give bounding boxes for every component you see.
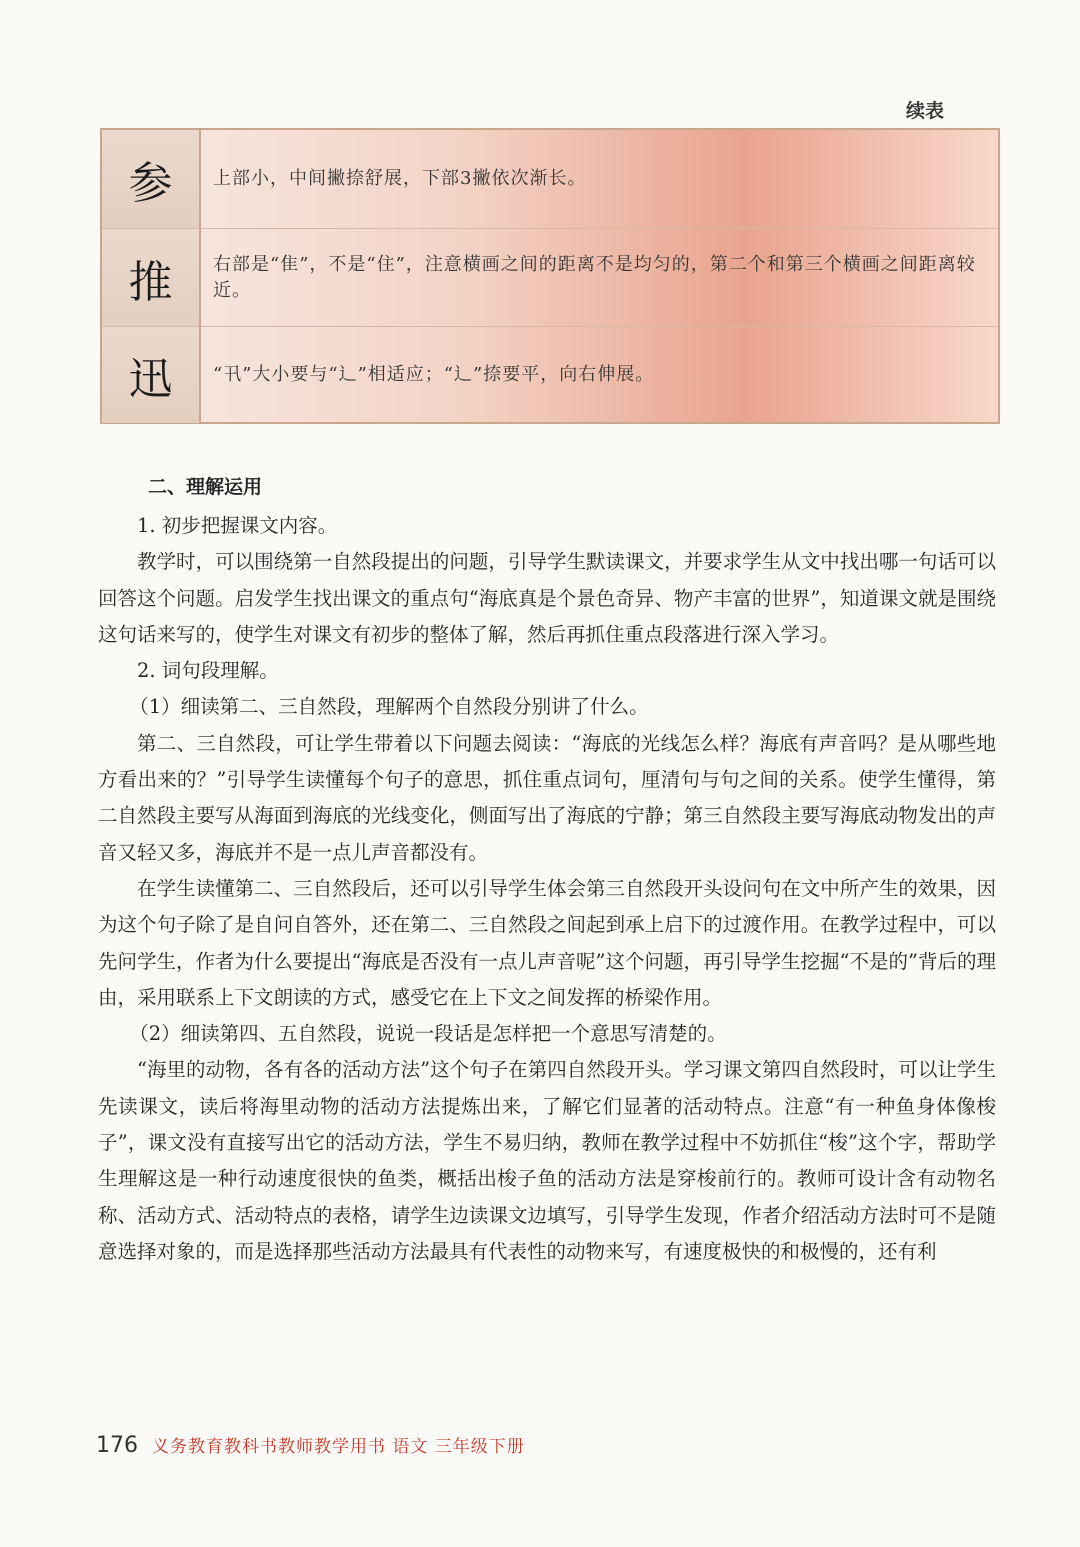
section-heading: 二、理解运用 bbox=[148, 476, 263, 498]
character-cell: 迅 bbox=[102, 327, 201, 423]
subheading-paragraph: 2. 词句段理解。 bbox=[137, 659, 279, 683]
paragraph: “海里的动物，各有各的活动方法”这个句子在第四自然段开头。学习课文第四自然段时，可以让学生先读课文，读后将海里动物的活动方法提炼出来，了解它们显著的活动特点。注意“有一种鱼身体像梭子”，课文没有直接写出它的活动方法，学生不易归纳，教师在教学过程中不妨抓住“梭”这个字，帮助学生理解这是一种行动速度很快的鱼类，概括出梭子鱼的活动方法是穿梭前行的。教师可设计含有动物名称、活动方式、活动特点的表格，请学生边读课文边填写，引导学生发现，作者介绍活动方法时可不是随意选择对象的，而是选择那些活动方法最具有代表性的动物来写，有速度极快的和极慢的，还有利 bbox=[98, 1058, 996, 1263]
page-number: 176 bbox=[96, 1433, 138, 1458]
paragraph: 在学生读懂第二、三自然段后，还可以引导学生体会第三自然段开头设问句在文中所产生的效果，因为这个句子除了是自问自答外，还在第二、三自然段之间起到承上启下的过渡作用。在教学过程中，可以先问学生，作者为什么要提出“海底是否没有一点儿声音呢”这个问题，再引导学生挖掘“不是的”背后的理由，采用联系上下文朗读的方式，感受它在上下文之间发挥的桥梁作用。 bbox=[98, 876, 996, 1009]
table-row bbox=[102, 228, 998, 327]
table-row bbox=[102, 130, 998, 228]
subheading-paragraph: （2）细读第四、五自然段，说说一段话是怎样把一个意思写清楚的。 bbox=[129, 1022, 727, 1046]
description-cell: 上部小，中间撇捺舒展，下部3撇依次渐长。 bbox=[213, 168, 587, 189]
character-cell: 推 bbox=[102, 229, 201, 327]
book-title: 义务教育教科书教师教学用书 语文 三年级下册 bbox=[152, 1437, 525, 1457]
description-cell: 右部是“隹”，不是“住”，注意横画之间的距离不是均匀的，第二个和第三个横画之间距离较近。 bbox=[213, 254, 976, 301]
body-text bbox=[98, 508, 996, 1270]
subheading-paragraph: （1）细读第二、三自然段，理解两个自然段分别讲了什么。 bbox=[129, 695, 649, 719]
paragraph: 教学时，可以围绕第一自然段提出的问题，引导学生默读课文，并要求学生从文中找出哪一句话可以回答这个问题。启发学生找出课文的重点句“海底真是个景色奇异、物产丰富的世界”，知道课文就是围绕这句话来写的，使学生对课文有初步的整体了解，然后再抓住重点段落进行深入学习。 bbox=[98, 550, 996, 646]
description-cell: “卂”大小要与“辶”相适应；“辶”捺要平，向右伸展。 bbox=[213, 364, 655, 385]
character-writing-table bbox=[100, 128, 1000, 424]
character-cell: 参 bbox=[102, 130, 201, 228]
page-footer bbox=[96, 1432, 525, 1458]
continued-table-label: 续表 bbox=[906, 100, 945, 122]
table-row bbox=[102, 326, 998, 423]
paragraph: 第二、三自然段，可让学生带着以下问题去阅读：“海底的光线怎么样？海底有声音吗？是从哪些地方看出来的？”引导学生读懂每个句子的意思，抓住重点词句，厘清句与句之间的关系。使学生懂得，第二自然段主要写从海面到海底的光线变化，侧面写出了海底的宁静；第三自然段主要写海底动物发出的声音又轻又多，海底并不是一点儿声音都没有。 bbox=[98, 731, 996, 864]
subheading-paragraph: 1. 初步把握课文内容。 bbox=[137, 514, 338, 537]
